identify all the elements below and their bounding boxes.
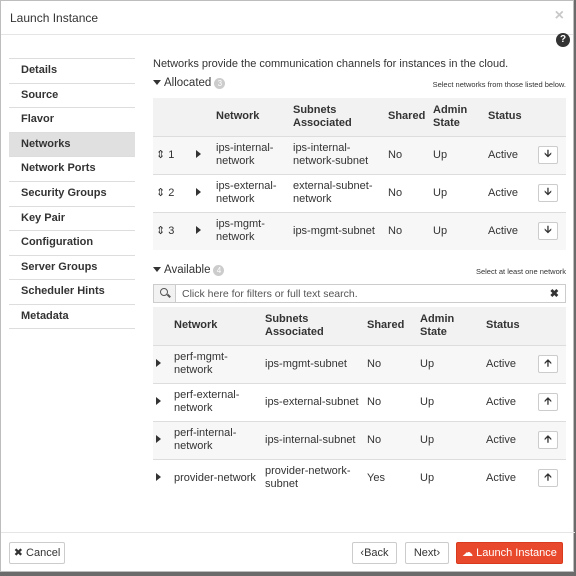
col-network: Network bbox=[216, 110, 260, 123]
chevron-down-icon bbox=[153, 80, 161, 85]
modal-title: Launch Instance bbox=[10, 11, 99, 25]
next-button[interactable]: Next› bbox=[405, 542, 449, 564]
network-name: ips-internal-network bbox=[213, 136, 290, 174]
sidebar-item-source[interactable]: Source bbox=[9, 83, 135, 108]
chevron-down-icon bbox=[153, 267, 161, 272]
admin-state-value: Up bbox=[430, 212, 485, 250]
sidebar-item-security-groups[interactable]: Security Groups bbox=[9, 181, 135, 206]
sidebar-item-configuration[interactable]: Configuration bbox=[9, 230, 135, 255]
allocated-toggle[interactable] bbox=[153, 77, 225, 89]
deallocate-button[interactable]: 🡫 bbox=[538, 146, 558, 164]
shared-value: No bbox=[385, 212, 430, 250]
network-name: perf-mgmt-network bbox=[171, 345, 262, 383]
col-shared: Shared bbox=[367, 319, 405, 332]
status-value: Active bbox=[485, 136, 535, 174]
available-hint: Select at least one network bbox=[475, 267, 566, 276]
intro-text: Networks provide the communication channels for instances in the cloud. bbox=[153, 58, 509, 70]
shared-value: No bbox=[385, 174, 430, 212]
col-shared: Shared bbox=[388, 110, 426, 123]
chevron-right-icon[interactable] bbox=[196, 226, 201, 234]
deallocate-button[interactable]: 🡫 bbox=[538, 222, 558, 240]
col-admin-state: Admin State bbox=[433, 103, 468, 129]
shared-value: No bbox=[385, 136, 430, 174]
modal-header bbox=[1, 1, 573, 35]
modal-footer bbox=[1, 532, 575, 573]
table-row bbox=[153, 383, 566, 421]
close-icon[interactable]: × bbox=[554, 7, 564, 24]
allocate-button[interactable]: 🡩 bbox=[538, 431, 558, 449]
admin-state-value: Up bbox=[430, 174, 485, 212]
sidebar-item-networks[interactable]: Networks bbox=[9, 132, 135, 157]
status-value: Active bbox=[483, 383, 535, 421]
available-toggle[interactable] bbox=[153, 264, 224, 276]
admin-state-value: Up bbox=[417, 421, 483, 459]
shared-value: No bbox=[364, 421, 417, 459]
shared-value: No bbox=[364, 383, 417, 421]
admin-state-value: Up bbox=[417, 383, 483, 421]
sidebar-item-server-groups[interactable]: Server Groups bbox=[9, 255, 135, 280]
search-icon bbox=[154, 285, 176, 302]
help-icon[interactable]: ? bbox=[556, 33, 570, 47]
status-value: Active bbox=[483, 345, 535, 383]
table-row bbox=[153, 345, 566, 383]
allocated-title: Allocated bbox=[164, 77, 212, 89]
network-name: ips-mgmt-network bbox=[213, 212, 290, 250]
admin-state-value: Up bbox=[417, 459, 483, 497]
networks-intro bbox=[153, 58, 566, 70]
sidebar-item-details[interactable]: Details bbox=[9, 58, 135, 83]
chevron-right-icon[interactable] bbox=[156, 397, 161, 405]
status-value: Active bbox=[485, 212, 535, 250]
shared-value: No bbox=[364, 345, 417, 383]
chevron-right-icon[interactable] bbox=[196, 150, 201, 158]
subnets-value: external-subnet-network bbox=[290, 174, 385, 212]
drag-handle[interactable]: ⇕ 2 bbox=[153, 174, 193, 212]
cloud-upload-icon: ☁ bbox=[462, 547, 474, 559]
available-title: Available bbox=[164, 264, 211, 276]
table-row bbox=[153, 136, 566, 174]
allocated-header bbox=[153, 77, 566, 93]
allocated-table bbox=[153, 98, 566, 250]
col-subnets: Subnets Associated bbox=[265, 312, 324, 338]
network-name: ips-external-network bbox=[213, 174, 290, 212]
table-row bbox=[153, 174, 566, 212]
close-icon: ✖ bbox=[13, 547, 23, 559]
subnets-value: ips-external-subnet bbox=[262, 383, 364, 421]
available-count-badge: 4 bbox=[213, 265, 224, 276]
status-value: Active bbox=[485, 174, 535, 212]
col-network: Network bbox=[174, 319, 218, 332]
search-bar[interactable] bbox=[153, 284, 566, 303]
chevron-right-icon[interactable] bbox=[156, 435, 161, 443]
chevron-right-icon[interactable] bbox=[196, 188, 201, 196]
sidebar-item-flavor[interactable]: Flavor bbox=[9, 107, 135, 132]
sidebar-item-scheduler-hints[interactable]: Scheduler Hints bbox=[9, 279, 135, 304]
clear-search-icon[interactable]: ✖ bbox=[549, 288, 559, 300]
allocate-button[interactable]: 🡩 bbox=[538, 355, 558, 373]
subnets-value: ips-mgmt-subnet bbox=[262, 345, 364, 383]
network-name: perf-internal-network bbox=[171, 421, 262, 459]
chevron-right-icon[interactable] bbox=[156, 473, 161, 481]
allocated-count-badge: 3 bbox=[214, 78, 225, 89]
deallocate-button[interactable]: 🡫 bbox=[538, 184, 558, 202]
available-header bbox=[153, 264, 566, 280]
back-button[interactable]: ‹Back bbox=[352, 542, 397, 564]
available-table bbox=[153, 307, 566, 497]
sidebar-item-key-pair[interactable]: Key Pair bbox=[9, 206, 135, 231]
col-status: Status bbox=[486, 319, 520, 332]
allocated-hint: Select networks from those listed below. bbox=[432, 80, 566, 89]
col-status: Status bbox=[488, 110, 522, 123]
col-subnets: Subnets Associated bbox=[293, 103, 352, 129]
network-name: perf-external-network bbox=[171, 383, 262, 421]
cancel-button[interactable]: ✖ Cancel bbox=[9, 542, 65, 564]
network-name: provider-network bbox=[171, 459, 262, 497]
subnets-value: ips-mgmt-subnet bbox=[290, 212, 385, 250]
status-value: Active bbox=[483, 421, 535, 459]
table-row bbox=[153, 212, 566, 250]
status-value: Active bbox=[483, 459, 535, 497]
drag-handle[interactable]: ⇕ 1 bbox=[153, 136, 193, 174]
sidebar-item-network-ports[interactable]: Network Ports bbox=[9, 156, 135, 181]
subnets-value: provider-network-subnet bbox=[262, 459, 364, 497]
chevron-right-icon[interactable] bbox=[156, 359, 161, 367]
shared-value: Yes bbox=[364, 459, 417, 497]
subnets-value: ips-internal-network-subnet bbox=[290, 136, 385, 174]
allocate-button[interactable]: 🡩 bbox=[538, 393, 558, 411]
admin-state-value: Up bbox=[430, 136, 485, 174]
subnets-value: ips-internal-subnet bbox=[262, 421, 364, 459]
drag-handle[interactable]: ⇕ 3 bbox=[153, 212, 193, 250]
allocate-button[interactable]: 🡩 bbox=[538, 469, 558, 487]
col-admin-state: Admin State bbox=[420, 312, 455, 338]
table-row bbox=[153, 421, 566, 459]
wizard-sidebar bbox=[9, 58, 135, 329]
sidebar-item-metadata[interactable]: Metadata bbox=[9, 304, 135, 329]
admin-state-value: Up bbox=[417, 345, 483, 383]
table-row bbox=[153, 459, 566, 497]
search-input[interactable]: Click here for filters or full text search. bbox=[182, 288, 358, 300]
launch-instance-button[interactable]: ☁ Launch Instance bbox=[456, 542, 563, 564]
